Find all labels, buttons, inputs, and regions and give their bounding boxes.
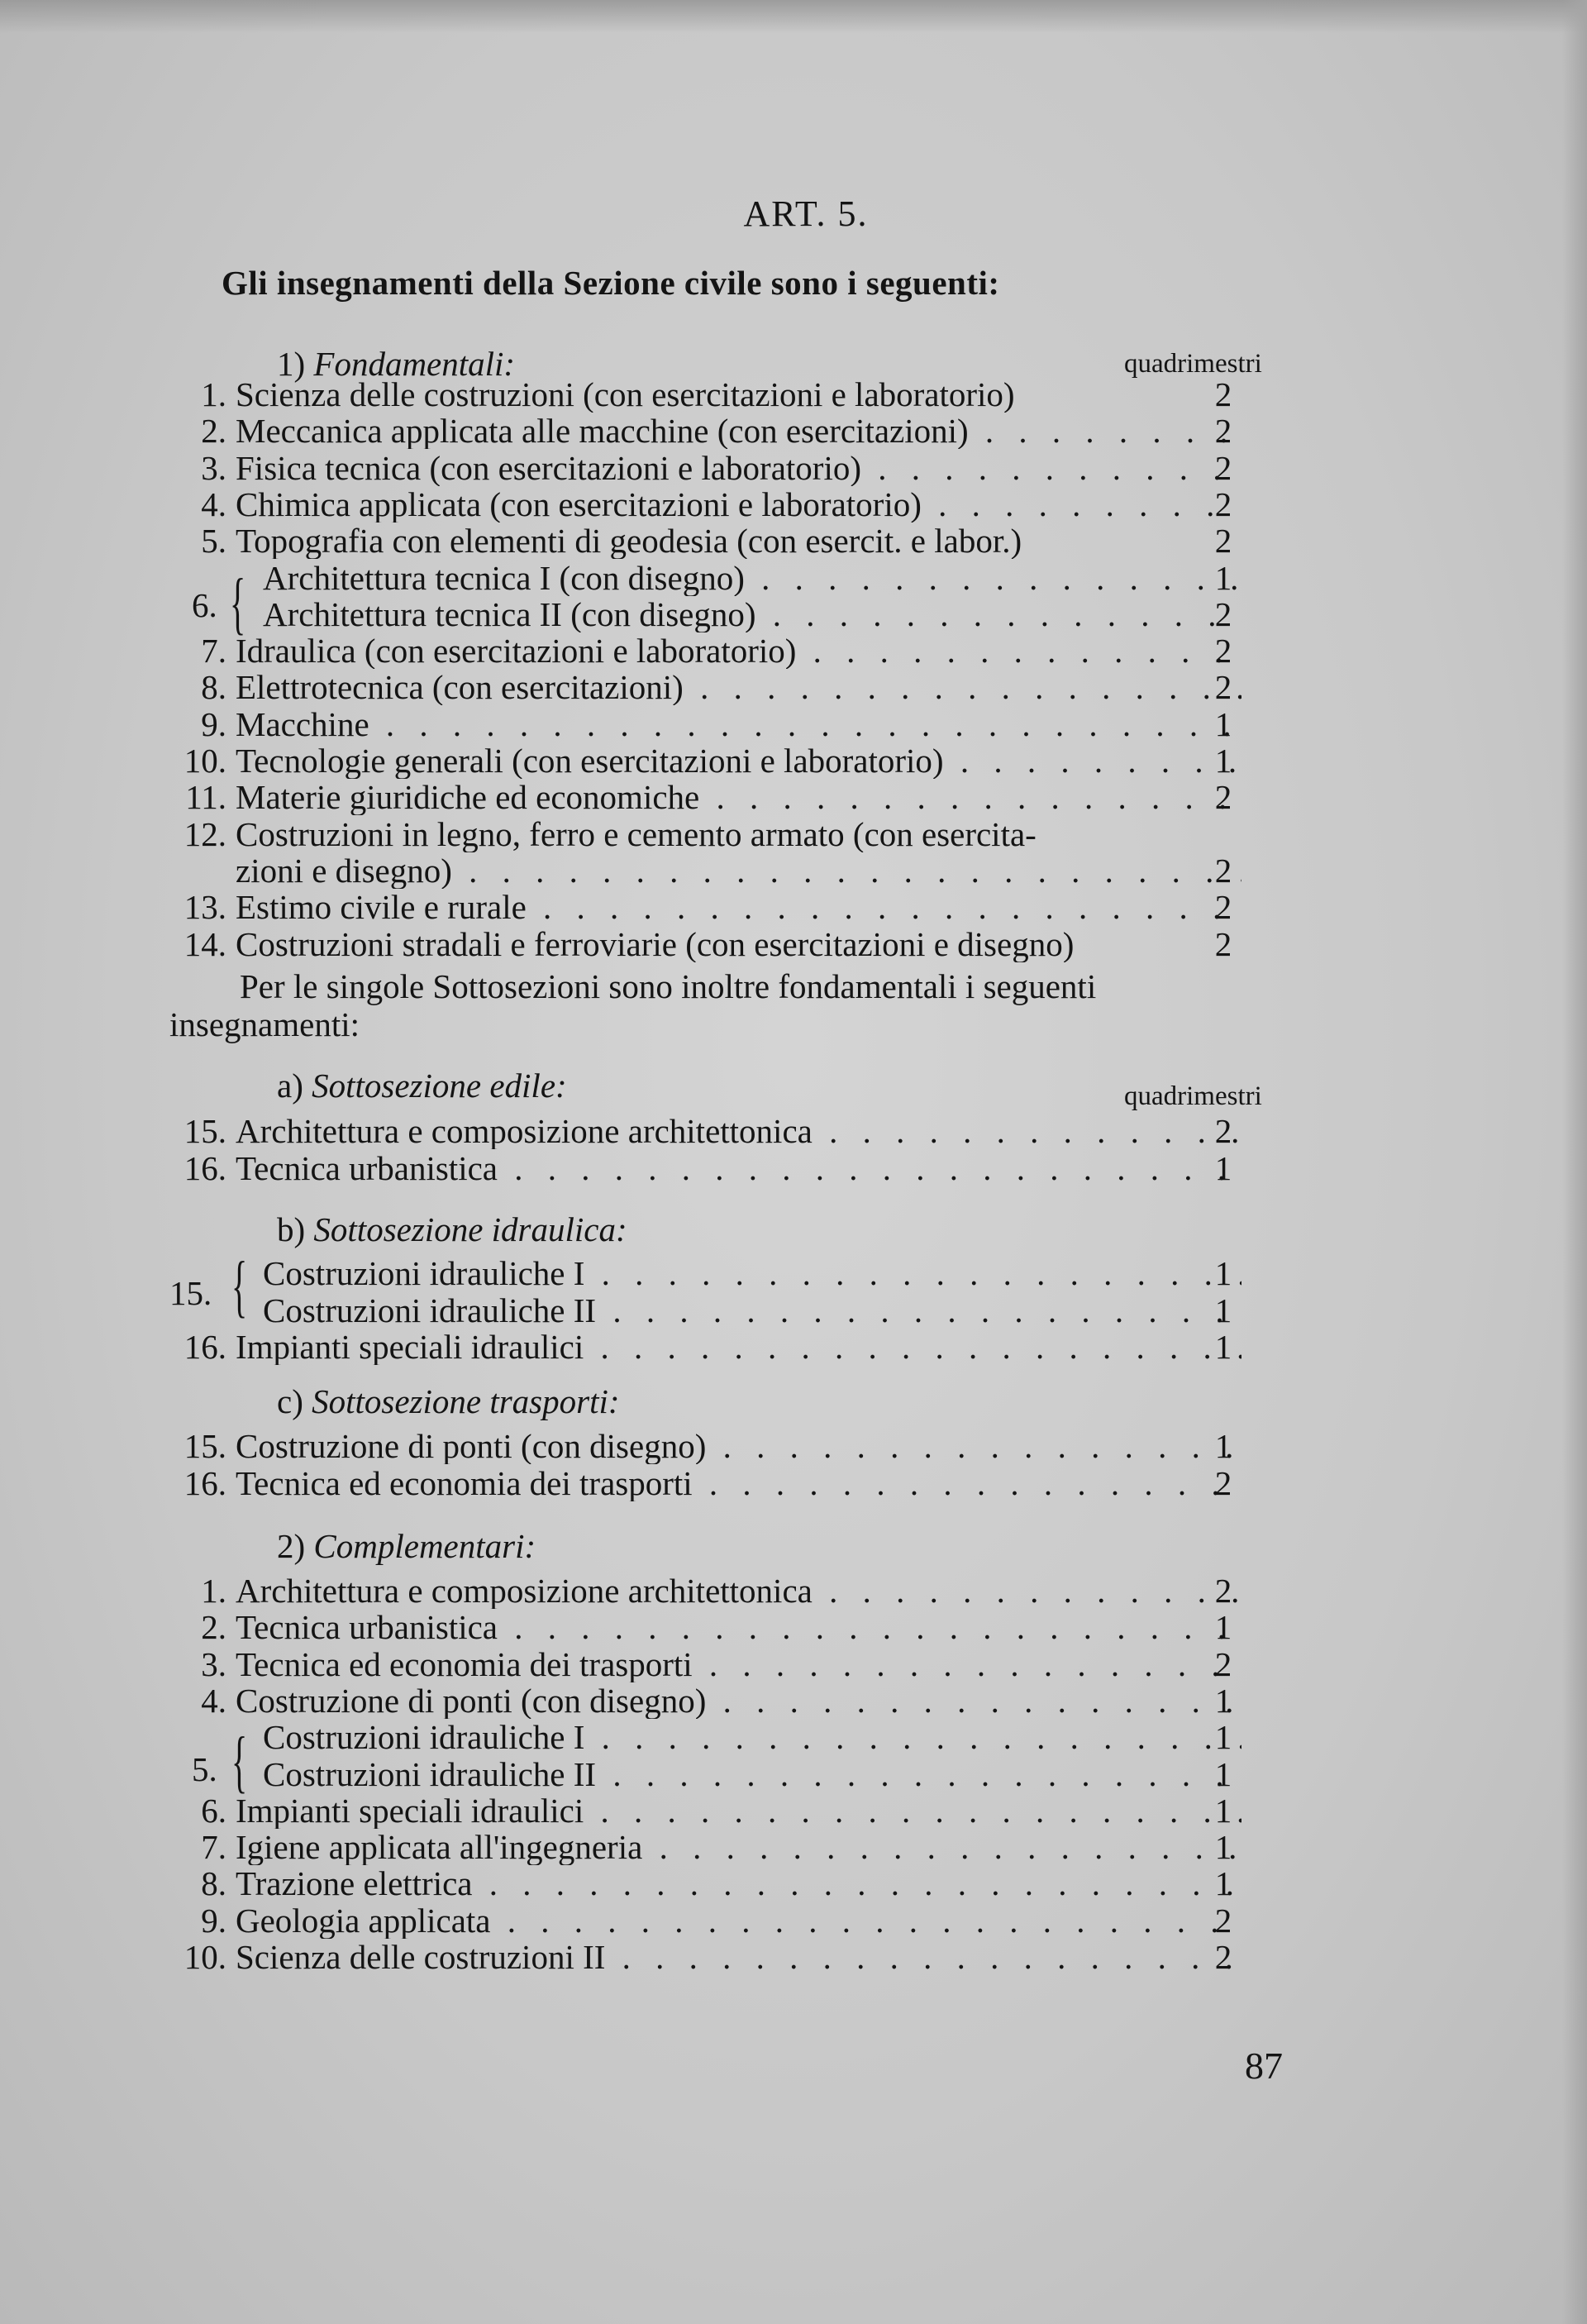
quadrimestri-value: 2 bbox=[1214, 1112, 1232, 1150]
quadrimestri-value: 2 bbox=[1214, 851, 1232, 890]
item-title: Impianti speciali idraulici . . . bbox=[236, 1792, 1241, 1829]
list-item bbox=[0, 523, 1587, 559]
item-title: Costruzione di ponti (con disegno) . . . bbox=[236, 1428, 1241, 1464]
quadrimestri-value: 1 bbox=[1214, 1328, 1232, 1366]
item-number: 2. bbox=[201, 412, 226, 451]
item-title: Costruzioni idrauliche II . . . bbox=[263, 1756, 1241, 1792]
quadrimestri-value: 2 bbox=[1214, 1463, 1232, 1502]
quadrimestri-header: quadrimestri bbox=[1124, 349, 1262, 379]
item-title: Architettura e composizione architettonica . . . bbox=[236, 1572, 1241, 1609]
item-number: 3. bbox=[201, 448, 226, 487]
item-title: Tecnica urbanistica . . . bbox=[236, 1150, 1241, 1186]
list-item bbox=[0, 926, 1587, 962]
item-title: Architettura e composizione architettonica . . . bbox=[236, 1113, 1241, 1149]
quadrimestri-value: 2 bbox=[1214, 778, 1232, 817]
item-title: Costruzione di ponti (con disegno) . . . bbox=[236, 1682, 1241, 1719]
list-item bbox=[0, 1150, 1587, 1186]
item-title: Tecnica urbanistica . . . bbox=[236, 1609, 1241, 1645]
quadrimestri-value: 1 bbox=[1214, 1754, 1232, 1793]
list-item bbox=[0, 1329, 1587, 1365]
item-number: 8. bbox=[201, 668, 226, 707]
quadrimestri-value: 2 bbox=[1214, 668, 1232, 707]
list-item bbox=[0, 669, 1587, 705]
brace-5: { bbox=[231, 1721, 248, 1801]
item-number: 7. bbox=[201, 632, 226, 670]
group-number-15: 15. bbox=[169, 1274, 212, 1312]
item-number: 12. bbox=[183, 814, 226, 853]
quadrimestri-value: 1 bbox=[1214, 1427, 1232, 1465]
item-number: 10. bbox=[183, 742, 226, 780]
item-title: Costruzioni stradali e ferroviarie (con esercitazioni e disegno) bbox=[236, 925, 1075, 962]
quadrimestri-value: 2 bbox=[1214, 522, 1232, 561]
item-title: Idraulica (con esercitazioni e laboratorio) . . . bbox=[236, 632, 1241, 669]
list-item bbox=[0, 1465, 1587, 1501]
list-item bbox=[0, 486, 1587, 523]
note-line-2: insegnamenti: bbox=[169, 1005, 360, 1043]
item-number: 13. bbox=[183, 888, 226, 927]
item-number: 6. bbox=[201, 1791, 226, 1830]
quadrimestri-value: 2 bbox=[1214, 594, 1232, 633]
item-number: 5. bbox=[201, 522, 226, 561]
list-item bbox=[0, 1572, 1587, 1609]
quadrimestri-value: 2 bbox=[1214, 924, 1232, 963]
item-number: 15. bbox=[183, 1112, 226, 1150]
item-number: 9. bbox=[201, 1901, 226, 1940]
list-item bbox=[0, 1939, 1587, 1975]
list-item bbox=[0, 779, 1587, 815]
list-item bbox=[0, 706, 1587, 742]
quadrimestri-value: 2 bbox=[1214, 1901, 1232, 1940]
item-title: Impianti speciali idraulici . . . bbox=[236, 1329, 1241, 1365]
group-number-5: 5. bbox=[192, 1750, 217, 1788]
intro-sentence: Gli insegnamenti della Sezione civile sono i seguenti: bbox=[222, 264, 1000, 302]
item-title: Tecnologie generali (con esercitazioni e laboratorio) . . . bbox=[236, 742, 1241, 779]
item-title: Costruzioni idrauliche I . . . bbox=[263, 1255, 1241, 1291]
item-title: Costruzioni idrauliche I . . . bbox=[263, 1719, 1241, 1755]
quadrimestri-value: 2 bbox=[1214, 888, 1232, 927]
list-item bbox=[0, 1682, 1587, 1719]
quadrimestri-value: 2 bbox=[1214, 375, 1232, 413]
item-title: Scienza delle costruzioni (con esercitazioni e laboratorio) bbox=[236, 376, 1015, 413]
item-title: Tecnica ed economia dei trasporti . . . bbox=[236, 1646, 1241, 1682]
quadrimestri-value: 1 bbox=[1214, 1718, 1232, 1757]
item-title: Meccanica applicata alle macchine (con esercitazioni) . . . bbox=[236, 413, 1241, 449]
quadrimestri-value: 1 bbox=[1214, 1864, 1232, 1903]
quadrimestri-value: 1 bbox=[1214, 1148, 1232, 1187]
item-number: 16. bbox=[183, 1328, 226, 1366]
item-title: Igiene applicata all'ingegneria . . . bbox=[236, 1829, 1241, 1865]
list-item bbox=[0, 1829, 1587, 1865]
list-item bbox=[0, 413, 1587, 449]
item-title: zioni e disegno) . . . bbox=[236, 852, 1241, 889]
quadrimestri-value: 1 bbox=[1214, 1828, 1232, 1867]
item-title: Costruzioni idrauliche II . . . bbox=[263, 1292, 1241, 1329]
page-number: 87 bbox=[1245, 2045, 1283, 2087]
quadrimestri-header-2: quadrimestri bbox=[1124, 1081, 1262, 1111]
section-edile-label: a) Sottosezione edile: bbox=[277, 1067, 567, 1105]
quadrimestri-value: 2 bbox=[1214, 412, 1232, 451]
item-number: 4. bbox=[201, 1681, 226, 1720]
brace-15: { bbox=[231, 1246, 248, 1325]
item-title: Scienza delle costruzioni II . . . bbox=[236, 1939, 1241, 1975]
quadrimestri-value: 1 bbox=[1214, 1681, 1232, 1720]
item-number: 1. bbox=[201, 1572, 226, 1610]
item-number: 9. bbox=[201, 704, 226, 743]
note-line-1: Per le singole Sottosezioni sono inoltre fondamentali i seguenti bbox=[240, 967, 1097, 1005]
item-title: Trazione elettrica . . . bbox=[236, 1865, 1241, 1902]
quadrimestri-value: 2 bbox=[1214, 1938, 1232, 1976]
item-title: Chimica applicata (con esercitazioni e laboratorio) . . . bbox=[236, 486, 1241, 523]
item-number: 3. bbox=[201, 1644, 226, 1683]
item-number: 16. bbox=[183, 1148, 226, 1187]
list-item bbox=[0, 1902, 1587, 1939]
quadrimestri-value: 2 bbox=[1214, 1644, 1232, 1683]
list-item bbox=[0, 816, 1587, 852]
item-number: 2. bbox=[201, 1608, 226, 1647]
section-idraulica-label: b) Sottosezione idraulica: bbox=[277, 1210, 627, 1248]
quadrimestri-value: 2 bbox=[1214, 1572, 1232, 1610]
item-title: Fisica tecnica (con esercitazioni e laboratorio) . . . bbox=[236, 450, 1241, 486]
item-title: Geologia applicata . . . bbox=[236, 1902, 1241, 1939]
quadrimestri-value: 1 bbox=[1214, 558, 1232, 597]
item-title: Elettrotecnica (con esercitazioni) . . . bbox=[236, 669, 1241, 705]
section-trasporti-label: c) Sottosezione trasporti: bbox=[277, 1382, 620, 1420]
list-item bbox=[0, 1646, 1587, 1682]
item-title: Topografia con elementi di geodesia (con esercit. e labor.) bbox=[236, 523, 1022, 560]
quadrimestri-value: 1 bbox=[1214, 1291, 1232, 1329]
item-title: Estimo civile e rurale . . . bbox=[236, 889, 1241, 925]
item-number: 11. bbox=[185, 778, 226, 817]
list-item bbox=[0, 1865, 1587, 1902]
brace-6: { bbox=[230, 563, 246, 642]
quadrimestri-value: 2 bbox=[1214, 484, 1232, 523]
list-item bbox=[0, 742, 1587, 779]
item-title: Macchine . . . bbox=[236, 706, 1241, 742]
quadrimestri-value: 2 bbox=[1214, 632, 1232, 670]
quadrimestri-value: 1 bbox=[1214, 742, 1232, 780]
list-item bbox=[0, 450, 1587, 486]
item-number: 4. bbox=[201, 484, 226, 523]
item-number: 1. bbox=[201, 375, 226, 413]
quadrimestri-value: 1 bbox=[1214, 1254, 1232, 1292]
item-number: 7. bbox=[201, 1828, 226, 1867]
list-item bbox=[0, 852, 1587, 889]
item-title: Architettura tecnica II (con disegno) . . . bbox=[263, 596, 1241, 632]
item-title: Materie giuridiche ed economiche . . . bbox=[236, 779, 1241, 815]
item-number: 16. bbox=[183, 1463, 226, 1502]
item-number: 10. bbox=[183, 1938, 226, 1976]
section-fondamentali-label: 1) Fondamentali: bbox=[277, 345, 516, 383]
quadrimestri-value: 1 bbox=[1214, 704, 1232, 743]
list-item bbox=[0, 376, 1587, 413]
section-complementari-label: 2) Complementari: bbox=[277, 1527, 536, 1565]
item-number: 14. bbox=[183, 924, 226, 963]
list-item bbox=[0, 889, 1587, 925]
item-number: 15. bbox=[183, 1427, 226, 1465]
group-number-6: 6. bbox=[192, 586, 217, 624]
quadrimestri-value: 2 bbox=[1214, 448, 1232, 487]
item-number: 8. bbox=[201, 1864, 226, 1903]
quadrimestri-value: 1 bbox=[1214, 1608, 1232, 1647]
item-title: Architettura tecnica I (con disegno) . . . bbox=[263, 560, 1241, 596]
list-item bbox=[0, 1113, 1587, 1149]
quadrimestri-value: 1 bbox=[1214, 1791, 1232, 1830]
item-title: Costruzioni in legno, ferro e cemento armato (con esercita- bbox=[236, 815, 1037, 852]
article-heading: ART. 5. bbox=[743, 193, 869, 234]
list-item bbox=[0, 1428, 1587, 1464]
list-item bbox=[0, 1609, 1587, 1645]
item-title: Tecnica ed economia dei trasporti . . . bbox=[236, 1465, 1241, 1501]
